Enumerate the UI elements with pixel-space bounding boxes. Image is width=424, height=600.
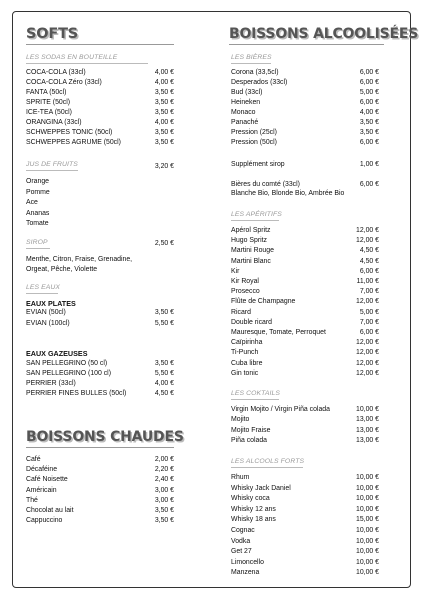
sirop-flavors-line1: Menthe, Citron, Fraise, Grenadine,	[26, 256, 133, 263]
menu-item-name: Cappuccino	[26, 517, 63, 525]
menu-item-price: 10,00 €	[356, 495, 379, 503]
section-label-aperitifs: LES APÉRITIFS	[231, 211, 282, 218]
menu-item-price: 4,50 €	[359, 247, 379, 255]
menu-item-price: 6,00 €	[359, 329, 379, 336]
menu-item-name: PERRIER FINES BULLES (50cl)	[26, 390, 127, 397]
menu-item-name: Kir Royal	[231, 278, 259, 285]
menu-item-name: Caïpirinha	[231, 339, 263, 347]
menu-item-name: Mojito	[231, 416, 250, 424]
supplement-name: Supplément sirop	[231, 161, 285, 168]
alcool-title: BOISSONS ALCOOLISÉES	[229, 26, 419, 42]
menu-item-name: SAN PELLEGRINO (100 cl)	[26, 370, 112, 377]
menu-item-price: 6,00 €	[359, 79, 379, 86]
eaux-plates-heading: EAUX PLATES	[26, 299, 76, 308]
menu-item-name: Ricard	[231, 308, 251, 316]
menu-item-name: Whisky coca	[231, 495, 270, 503]
menu-item-price: 4,00 €	[154, 69, 174, 76]
sirop-flavors-line2: Orgeat, Pêche, Violette	[26, 266, 98, 273]
menu-item-price: 10,00 €	[356, 484, 379, 492]
menu-item-price: 7,00 €	[359, 288, 379, 296]
menu-item-price: 4,50 €	[359, 257, 379, 265]
menu-item-price: 10,00 €	[356, 548, 379, 556]
menu-item-price: 4,50 €	[154, 390, 174, 397]
menu-item-name: Whisky 18 ans	[231, 516, 276, 524]
menu-item-name: Desperados (33cl)	[231, 79, 288, 86]
menu-item-price: 5,00 €	[359, 89, 379, 96]
menu-item-name: Mojito Fraise	[231, 426, 271, 434]
menu-item-name: Martini Rouge	[231, 247, 274, 255]
section-label-jus: JUS DE FRUITS	[26, 161, 78, 168]
menu-item-name: Double ricard	[231, 318, 272, 326]
flavor-item: Pomme	[26, 188, 50, 196]
menu-item-price: 12,00 €	[356, 298, 379, 306]
flavor-item: Orange	[26, 178, 49, 185]
menu-item-name: Corona (33,5cl)	[231, 69, 279, 76]
section-label-bieres: LES BIÈRES	[231, 54, 272, 61]
section-divider	[26, 248, 50, 249]
menu-item-price: 13,00 €	[356, 426, 379, 434]
menu-item-name: Vodka	[231, 537, 251, 545]
menu-item-name: ORANGINA (33cl)	[26, 119, 82, 126]
menu-item-name: Bud (33cl)	[231, 89, 263, 96]
menu-item-name: SPRITE (50cl)	[26, 99, 71, 106]
menu-item-price: 3,50 €	[154, 99, 174, 106]
menu-item-name: Whisky Jack Daniel	[231, 484, 291, 492]
menu-item-price: 5,50 €	[154, 319, 174, 327]
section-divider	[26, 170, 78, 171]
menu-item-name: EVIAN (50cl)	[26, 309, 66, 316]
section-divider	[231, 467, 303, 468]
menu-item-name: Limoncello	[231, 558, 264, 566]
section-divider	[231, 63, 271, 64]
supplement-price: 1,00 €	[359, 161, 379, 168]
menu-item-price: 3,50 €	[154, 109, 174, 116]
menu-item-price: 2,40 €	[154, 476, 174, 484]
menu-item-name: Virgin Mojito / Virgin Piña colada	[231, 406, 330, 413]
menu-item-price: 6,00 €	[359, 267, 379, 275]
menu-item-name: Whisky 12 ans	[231, 505, 276, 513]
menu-item-price: 3,50 €	[154, 517, 174, 525]
menu-item-name: COCA-COLA Zéro (33cl)	[26, 79, 102, 86]
menu-item-price: 10,00 €	[356, 474, 379, 481]
menu-item-name: Américain	[26, 486, 57, 494]
menu-item-name: Cognac	[231, 527, 255, 534]
menu-item-name: PERRIER (33cl)	[26, 380, 76, 387]
eaux-gazeuses-heading: EAUX GAZEUSES	[26, 349, 88, 358]
menu-item-price: 12,00 €	[356, 349, 379, 357]
menu-item-name: Gin tonic	[231, 369, 259, 377]
menu-item-price: 4,00 €	[359, 109, 379, 116]
menu-item-price: 3,00 €	[154, 496, 174, 504]
menu-item-name: Café Noisette	[26, 476, 68, 484]
menu-item-name: Thé	[26, 496, 38, 504]
comte-name: Bières du comté (33cl)	[231, 181, 300, 188]
menu-item-name: Martini Blanc	[231, 257, 271, 265]
section-label-cocktails: LES COKTAILS	[231, 390, 281, 397]
menu-item-price: 3,50 €	[154, 360, 174, 367]
menu-item-price: 3,50 €	[359, 119, 379, 126]
menu-item-price: 10,00 €	[356, 505, 379, 513]
menu-item-name: Heineken	[231, 99, 261, 106]
menu-item-name: SCHWEPPES AGRUME (50cl)	[26, 139, 121, 146]
menu-item-name: COCA-COLA (33cl)	[26, 69, 86, 76]
menu-item-name: Ti-Punch	[231, 349, 259, 357]
flavor-item: Ace	[26, 199, 38, 206]
menu-item-price: 4,00 €	[154, 79, 174, 86]
chaudes-title-underline	[26, 447, 174, 448]
menu-item-name: EVIAN (100cl)	[26, 319, 70, 327]
comte-subtitle: Blanche Bio, Blonde Bio, Ambrée Bio	[231, 190, 345, 197]
softs-title: SOFTS	[26, 26, 79, 42]
section-divider	[231, 399, 279, 400]
menu-item-price: 15,00 €	[356, 516, 379, 524]
flavor-item: Ananas	[26, 209, 50, 217]
menu-item-name: Chocolat au lait	[26, 507, 74, 514]
menu-item-name: Manzena	[231, 569, 260, 577]
menu-item-price: 12,00 €	[356, 369, 379, 377]
menu-item-price: 7,00 €	[359, 318, 379, 326]
menu-item-name: Flûte de Champagne	[231, 298, 296, 306]
menu-item-price: 4,00 €	[154, 119, 174, 126]
section-label-sirop: SIROP	[26, 239, 48, 246]
menu-item-name: Décaféine	[26, 466, 58, 474]
menu-item-price: 6,00 €	[359, 99, 379, 106]
menu-item-name: SAN PELLEGRINO (50 cl)	[26, 360, 108, 367]
menu-item-name: Café	[26, 456, 41, 463]
menu-item-price: 10,00 €	[356, 406, 379, 413]
menu-item-name: ICE-TEA (50cl)	[26, 109, 72, 116]
menu-item-price: 3,50 €	[154, 89, 174, 96]
menu-item-price: 12,00 €	[356, 237, 379, 245]
menu-item-name: Pression (50cl)	[231, 139, 277, 146]
menu-item-price: 6,00 €	[359, 69, 379, 76]
menu-item-name: Piña colada	[231, 436, 268, 444]
menu-item-name: FANTA (50cl)	[26, 89, 67, 96]
menu-item-price: 6,00 €	[359, 139, 379, 146]
menu-item-price: 13,00 €	[356, 436, 379, 444]
menu-item-name: Prosecco	[231, 288, 260, 296]
menu-item-name: Monaco	[231, 109, 256, 116]
menu-item-name: Mauresque, Tomate, Perroquet	[231, 329, 326, 336]
menu-item-price: 4,00 €	[154, 380, 174, 387]
menu-item-price: 3,00 €	[154, 486, 174, 494]
section-divider	[26, 63, 148, 64]
menu-item-price: 2,00 €	[154, 456, 174, 463]
menu-item-price: 12,00 €	[356, 359, 379, 367]
comte-price: 6,00 €	[359, 181, 379, 188]
menu-item-name: Panaché	[231, 119, 259, 126]
flavor-item: Tomate	[26, 220, 49, 227]
menu-item-name: Rhum	[231, 474, 250, 481]
menu-item-price: 12,00 €	[356, 339, 379, 347]
section-label-eaux: LES EAUX	[26, 284, 61, 291]
chaudes-title: BOISSONS CHAUDES	[26, 429, 184, 445]
section-label-forts: LES ALCOOLS FORTS	[231, 458, 305, 465]
menu-item-name: Hugo Spritz	[231, 237, 268, 245]
menu-item-price: 2,20 €	[154, 466, 174, 474]
menu-item-price: 3,50 €	[154, 139, 174, 146]
menu-item-price: 5,50 €	[154, 370, 174, 377]
menu-item-price: 10,00 €	[356, 558, 379, 566]
menu-item-price: 10,00 €	[356, 569, 379, 577]
menu-item-price: 12,00 €	[356, 227, 379, 234]
menu-item-name: Get 27	[231, 548, 252, 556]
sirop-price: 2,50 €	[154, 240, 174, 247]
alcool-title-underline	[229, 44, 384, 45]
menu-item-price: 3,50 €	[154, 129, 174, 136]
menu-item-price: 10,00 €	[356, 527, 379, 534]
menu-item-name: Apérol Spritz	[231, 227, 271, 234]
menu-item-name: SCHWEPPES TONIC (50cl)	[26, 129, 113, 136]
menu-item-price: 13,00 €	[356, 416, 379, 424]
section-divider	[26, 293, 58, 294]
menu-item-price: 3,50 €	[359, 129, 379, 136]
section-divider	[231, 220, 279, 221]
menu-item-price: 5,00 €	[359, 308, 379, 316]
menu-item-name: Cuba libre	[231, 359, 263, 367]
section-label-sodas: LES SODAS EN BOUTEILLE	[26, 54, 118, 61]
menu-item-name: Pression (25cl)	[231, 129, 277, 136]
menu-item-price: 10,00 €	[356, 537, 379, 545]
menu-item-price: 3,50 €	[154, 309, 174, 316]
menu-item-price: 3,50 €	[154, 507, 174, 514]
jus-price: 3,20 €	[154, 163, 174, 170]
menu-item-price: 11,00 €	[356, 278, 379, 285]
softs-title-underline	[26, 44, 174, 45]
menu-item-name: Kir	[231, 267, 240, 275]
